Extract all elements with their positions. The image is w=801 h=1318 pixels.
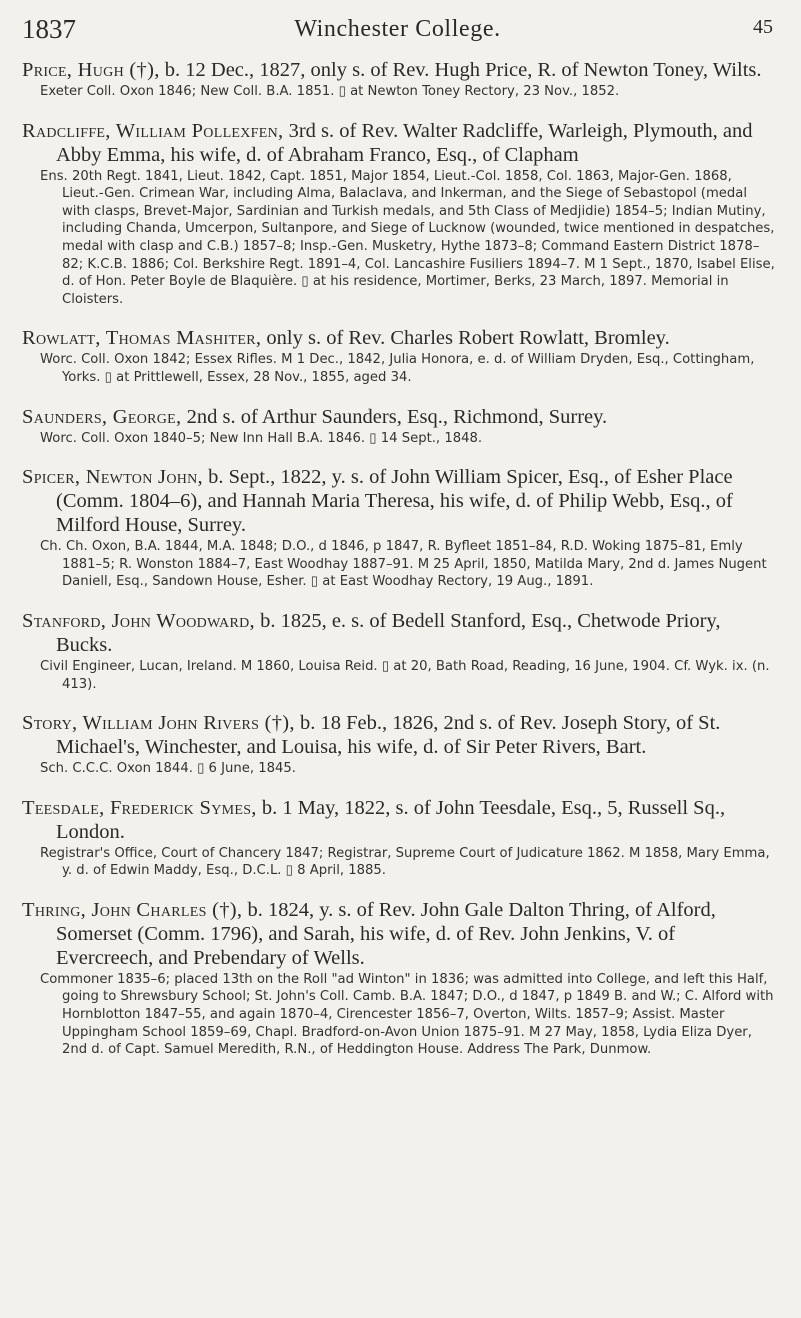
entry-name: Stanford, John Woodward, [22,609,255,632]
entry-details: Registrar's Office, Court of Chancery 1847; Registrar, Supreme Court of Judicature 1862. M 1858, Mary Emma, y. d. of Edwin Maddy, Esq., D.C.L. ▯ 8 April, 1885. [40,845,770,879]
entry-heading [22,711,775,759]
entry-heading [22,58,775,82]
entry-thring [22,898,775,1059]
entry-name: Radcliffe, William Pollexfen, [22,119,284,142]
entry-heading [22,465,775,537]
entry-details: Exeter Coll. Oxon 1846; New Coll. B.A. 1851. ▯ at Newton Toney Rectory, 23 Nov., 1852. [40,84,620,99]
entry-story [22,711,775,778]
entry-details: Ens. 20th Regt. 1841, Lieut. 1842, Capt. 1851, Major 1854, Lieut.-Col. 1858, Col. 1863, Major-Gen. 1868, Lieut.-Gen. Crimean War, including Alma, Balaclava, and Inkerman, and the Siege of Sebastopol (medal with clasps, Brevet-Major, Sardinian and Turkish medals, and 5th Class of Medjidie) 1854–5; Indian Mutiny, including Chanda, Umcerpon, Sultanpore, and Siege of Lucknow (wounded, twice mentioned in despatches, medal with clasp and C.B.) 1857–8; Insp.-Gen. Musketry, Hythe 1873–8; Command Eastern District 1878–82; K.C.B. 1886; Col. Berkshire Regt. 1891–4, Col. Lancashire Fusiliers 1894–7. M 1 Sept., 1870, Isabel Elise, d. of Hon. Peter Boyle de Blaquière. ▯ at his residence, Mortimer, Berks, 23 March, 1897. Memorial in Cloisters. [40,168,775,307]
page-number: 45 [753,16,773,38]
entry-description: b. Sept., 1822, y. s. of John William Spicer, Esq., of Esher Place (Comm. 1804–6), and Hannah Maria Theresa, his wife, d. of Philip Webb, Esq., of Milford House, Surrey. [56,466,733,537]
entry-details: Civil Engineer, Lucan, Ireland. M 1860, Louisa Reid. ▯ at 20, Bath Road, Reading, 16 June, 1904. Cf. Wyk. ix. (n. 413). [40,658,770,692]
header-title: Winchester College. [294,16,501,42]
entry-name: Rowlatt, Thomas Mashiter, [22,327,262,350]
entry-description: b. 1 May, 1822, s. of John Teesdale, Esq., 5, Russell Sq., London. [56,796,726,843]
entry-stanford [22,609,775,693]
header-year: 1837 [22,14,76,44]
register-entries [22,58,775,1077]
entry-name: Price, Hugh (†), [22,59,160,81]
entry-heading [22,609,775,657]
entry-name: Thring, John Charles (†), [22,898,243,921]
entry-heading [22,405,775,429]
entry-name: Teesdale, Frederick Symes, [22,796,257,819]
entry-description: b. 1825, e. s. of Bedell Stanford, Esq., Chetwode Priory, Bucks. [56,609,721,656]
entry-details: Commoner 1835–6; placed 13th on the Roll "ad Winton" in 1836; was admitted into College, and left this Half, going to Shrewsbury School; St. John's Coll. Camb. B.A. 1847; D.O., d 1847, p 1849 B. and W.; C. Alford with Hornblotton 1847–55, and again 1870–4, Cirencester 1856–7, Overton, Wilts. 1857–9; Assist. Master Uppingham School 1859–69, Chapl. Bradford-on-Avon Union 1875–91. M 27 May, 1858, Lydia Eliza Dyer, 2nd d. of Capt. Samuel Meredith, R.N., of Heddington House. Address The Park, Dunmow. [40,971,774,1058]
entry-spicer [22,465,775,591]
entry-teesdale [22,796,775,880]
entry-description: 2nd s. of Arthur Saunders, Esq., Richmond, Surrey. [186,405,608,428]
entry-name: Saunders, George, [22,405,182,428]
entry-description: only s. of Rev. Charles Robert Rowlatt, Bromley. [266,327,670,350]
entry-name: Spicer, Newton John, [22,466,203,489]
entry-price [22,58,775,101]
entry-heading [22,119,775,167]
entry-heading [22,898,775,970]
entry-details: Sch. C.C.C. Oxon 1844. ▯ 6 June, 1845. [40,761,296,777]
entry-description: b. 18 Feb., 1826, 2nd s. of Rev. Joseph Story, of St. Michael's, Winchester, and Louisa, his wife, d. of Sir Peter Rivers, Bart. [56,712,721,759]
entry-description: b. 1824, y. s. of Rev. John Gale Dalton Thring, of Alford, Somerset (Comm. 1796), and Sarah, his wife, d. of Rev. John Jenkins, V. of Evercreech, and Prebendary of Wells. [56,898,716,969]
entry-details: Worc. Coll. Oxon 1840–5; New Inn Hall B.A. 1846. ▯ 14 Sept., 1848. [40,430,483,446]
entry-details: Ch. Ch. Oxon, B.A. 1844, M.A. 1848; D.O., d 1846, p 1847, R. Byfleet 1851–84, R.D. Woking 1875–81, Emly 1881–5; R. Wonston 1884–7, East Woodhay 1887–91. M 25 April, 1850, Matilda Mary, 2nd d. James Nugent Daniell, Esq., Sandown House, Esher. ▯ at East Woodhay Rectory, 19 Aug., 1891. [40,539,767,590]
entry-heading [22,796,775,844]
entry-description: b. 12 Dec., 1827, only s. of Rev. Hugh Price, R. of Newton Toney, Wilts. [164,59,762,81]
entry-rowlatt [22,326,775,386]
entry-radcliffe [22,119,775,309]
entry-details: Worc. Coll. Oxon 1842; Essex Rifles. M 1 Dec., 1842, Julia Honora, e. d. of William Dryden, Esq., Cottingham, Yorks. ▯ at Prittlewell, Essex, 28 Nov., 1855, aged 34. [40,352,755,385]
entry-saunders [22,405,775,448]
entry-name: Story, William John Rivers (†), [22,712,295,735]
running-header [22,10,773,50]
entry-description: 3rd s. of Rev. Walter Radcliffe, Warleigh, Plymouth, and Abby Emma, his wife, d. of Abraham Franco, Esq., of Clapham [56,119,753,166]
entry-heading [22,326,775,350]
